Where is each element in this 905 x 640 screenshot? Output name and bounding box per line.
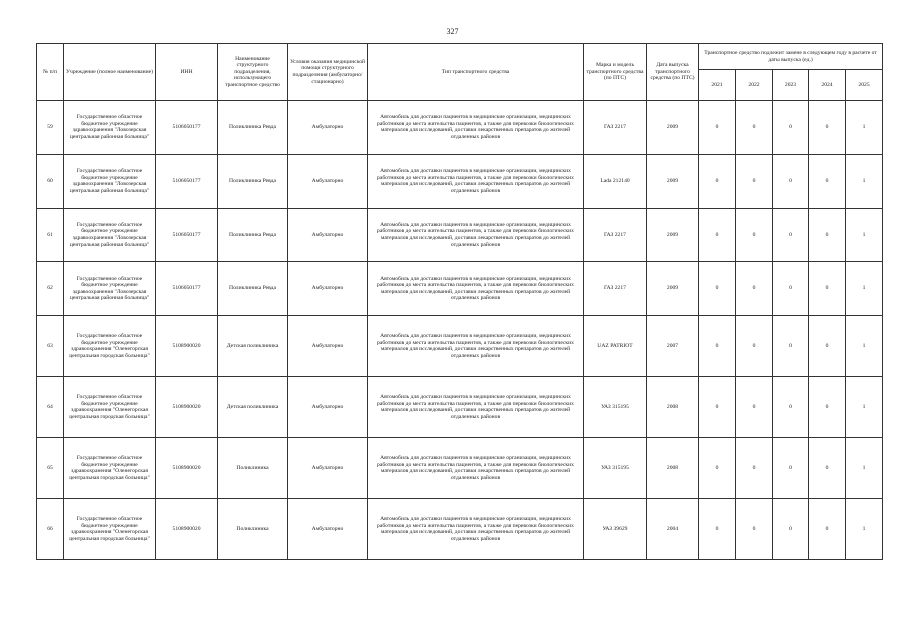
cell-model: Lada 212140 bbox=[584, 154, 647, 208]
cell-vehicle-type: Автомобиль для доставки пациентов в медицинские организации, медицинских работников до места жительства пациентов, а также для перевозки биологических материалов для исследований, доставки лекарственных препаратов до жителей отдаленных районов bbox=[368, 499, 584, 560]
cell-2023: 0 bbox=[773, 438, 809, 499]
cell-2024: 0 bbox=[809, 262, 846, 316]
cell-year: 2007 bbox=[647, 316, 699, 377]
cell-year: 2008 bbox=[647, 377, 699, 438]
cell-institution: Государственное областное бюджетное учреждение здравоохранения "Ловозерская центральная районная больница" bbox=[64, 208, 156, 262]
cell-year: 2008 bbox=[647, 438, 699, 499]
table-row bbox=[37, 377, 883, 438]
cell-2025: 1 bbox=[846, 101, 883, 155]
cell-institution: Государственное областное бюджетное учреждение здравоохранения "Оленегорская центральная городская больница" bbox=[64, 499, 156, 560]
table-row bbox=[37, 208, 883, 262]
cell-2023: 0 bbox=[773, 262, 809, 316]
cell-year: 2004 bbox=[647, 499, 699, 560]
cell-vehicle-type: Автомобиль для доставки пациентов в медицинские организации, медицинских работников до места жительства пациентов, а также для перевозки биологических материалов для исследований, доставки лекарственных препаратов до жителей отдаленных районов bbox=[368, 316, 584, 377]
cell-model: UAZ PATRIOT bbox=[584, 316, 647, 377]
header-vehicle-type: Тип транспортного средства bbox=[368, 44, 584, 101]
cell-inn: 5108900020 bbox=[156, 316, 218, 377]
cell-institution: Государственное областное бюджетное учреждение здравоохранения "Оленегорская центральная городская больница" bbox=[64, 438, 156, 499]
cell-2023: 0 bbox=[773, 208, 809, 262]
cell-num: 63 bbox=[37, 316, 64, 377]
vehicle-registry-table bbox=[36, 43, 883, 560]
cell-unit: Поликлиника Ревда bbox=[218, 154, 288, 208]
cell-num: 66 bbox=[37, 499, 64, 560]
cell-conditions: Амбулаторно bbox=[288, 438, 368, 499]
cell-model: УАЗ 39629 bbox=[584, 499, 647, 560]
cell-2022: 0 bbox=[736, 438, 773, 499]
cell-vehicle-type: Автомобиль для доставки пациентов в медицинские организации, медицинских работников до места жительства пациентов, а также для перевозки биологических материалов для исследований, доставки лекарственных препаратов до жителей отдаленных районов bbox=[368, 438, 584, 499]
cell-inn: 5108900020 bbox=[156, 438, 218, 499]
cell-vehicle-type: Автомобиль для доставки пациентов в медицинские организации, медицинских работников до места жительства пациентов, а также для перевозки биологических материалов для исследований, доставки лекарственных препаратов до жителей отдаленных районов bbox=[368, 262, 584, 316]
cell-num: 60 bbox=[37, 154, 64, 208]
cell-conditions: Амбулаторно bbox=[288, 262, 368, 316]
cell-2024: 0 bbox=[809, 377, 846, 438]
cell-conditions: Амбулаторно bbox=[288, 499, 368, 560]
header-model: Марка и модель транспортного средства (по ПТС) bbox=[584, 44, 647, 101]
cell-2024: 0 bbox=[809, 101, 846, 155]
table-row bbox=[37, 499, 883, 560]
cell-2024: 0 bbox=[809, 438, 846, 499]
cell-2021: 0 bbox=[699, 208, 736, 262]
cell-2025: 1 bbox=[846, 154, 883, 208]
cell-2025: 1 bbox=[846, 262, 883, 316]
cell-unit: Детская поликлиника bbox=[218, 377, 288, 438]
cell-unit: Поликлиника bbox=[218, 499, 288, 560]
cell-2025: 1 bbox=[846, 499, 883, 560]
cell-2023: 0 bbox=[773, 316, 809, 377]
table-row bbox=[37, 262, 883, 316]
cell-num: 62 bbox=[37, 262, 64, 316]
cell-inn: 5106050177 bbox=[156, 262, 218, 316]
cell-inn: 5106050177 bbox=[156, 208, 218, 262]
cell-2022: 0 bbox=[736, 316, 773, 377]
cell-conditions: Амбулаторно bbox=[288, 154, 368, 208]
cell-2021: 0 bbox=[699, 377, 736, 438]
cell-2021: 0 bbox=[699, 499, 736, 560]
cell-inn: 5106050177 bbox=[156, 154, 218, 208]
cell-unit: Поликлиника bbox=[218, 438, 288, 499]
cell-conditions: Амбулаторно bbox=[288, 316, 368, 377]
header-year-2023: 2023 bbox=[773, 70, 809, 101]
cell-vehicle-type: Автомобиль для доставки пациентов в медицинские организации, медицинских работников до места жительства пациентов, а также для перевозки биологических материалов для исследований, доставки лекарственных препаратов до жителей отдаленных районов bbox=[368, 377, 584, 438]
cell-conditions: Амбулаторно bbox=[288, 208, 368, 262]
cell-2025: 1 bbox=[846, 208, 883, 262]
cell-year: 2009 bbox=[647, 154, 699, 208]
cell-model: УАЗ 315195 bbox=[584, 377, 647, 438]
header-conditions: Условия оказания медицинской помощи структурного подразделения (амбулаторно/ стационарно) bbox=[288, 44, 368, 101]
cell-2022: 0 bbox=[736, 154, 773, 208]
cell-num: 59 bbox=[37, 101, 64, 155]
header-num: № п/п bbox=[37, 44, 64, 101]
cell-institution: Государственное областное бюджетное учреждение здравоохранения "Ловозерская центральная районная больница" bbox=[64, 262, 156, 316]
header-year-2021: 2021 bbox=[699, 70, 736, 101]
cell-institution: Государственное областное бюджетное учреждение здравоохранения "Оленегорская центральная городская больница" bbox=[64, 377, 156, 438]
table-row bbox=[37, 154, 883, 208]
cell-inn: 5108900020 bbox=[156, 377, 218, 438]
cell-unit: Поликлиника Ревда bbox=[218, 101, 288, 155]
cell-2021: 0 bbox=[699, 101, 736, 155]
cell-unit: Поликлиника Ревда bbox=[218, 262, 288, 316]
cell-2024: 0 bbox=[809, 316, 846, 377]
table-header bbox=[37, 44, 883, 101]
cell-num: 64 bbox=[37, 377, 64, 438]
cell-model: ГАЗ 2217 bbox=[584, 101, 647, 155]
cell-2025: 1 bbox=[846, 377, 883, 438]
cell-2023: 0 bbox=[773, 377, 809, 438]
cell-2024: 0 bbox=[809, 499, 846, 560]
cell-2025: 1 bbox=[846, 438, 883, 499]
header-year: Дата выпуска транспортного средства (по ПТС) bbox=[647, 44, 699, 101]
cell-2021: 0 bbox=[699, 438, 736, 499]
cell-unit: Детская поликлиника bbox=[218, 316, 288, 377]
page-number: 327 bbox=[446, 27, 459, 36]
table-row bbox=[37, 316, 883, 377]
cell-2021: 0 bbox=[699, 316, 736, 377]
header-replacement-group: Транспортное средство подлежит замене в следующем году в расчете от даты выпуска (ед.) bbox=[699, 44, 883, 70]
cell-year: 2009 bbox=[647, 262, 699, 316]
cell-model: ГАЗ 2217 bbox=[584, 208, 647, 262]
cell-conditions: Амбулаторно bbox=[288, 101, 368, 155]
cell-2023: 0 bbox=[773, 154, 809, 208]
header-year-2025: 2025 bbox=[846, 70, 883, 101]
table-row bbox=[37, 438, 883, 499]
cell-2023: 0 bbox=[773, 101, 809, 155]
cell-year: 2009 bbox=[647, 208, 699, 262]
cell-vehicle-type: Автомобиль для доставки пациентов в медицинские организации, медицинских работников до места жительства пациентов, а также для перевозки биологических материалов для исследований, доставки лекарственных препаратов до жителей отдаленных районов bbox=[368, 101, 584, 155]
cell-inn: 5106050177 bbox=[156, 101, 218, 155]
cell-inn: 5108900020 bbox=[156, 499, 218, 560]
header-year-2022: 2022 bbox=[736, 70, 773, 101]
cell-model: ГАЗ 2217 bbox=[584, 262, 647, 316]
cell-year: 2009 bbox=[647, 101, 699, 155]
cell-vehicle-type: Автомобиль для доставки пациентов в медицинские организации, медицинских работников до места жительства пациентов, а также для перевозки биологических материалов для исследований, доставки лекарственных препаратов до жителей отдаленных районов bbox=[368, 208, 584, 262]
cell-vehicle-type: Автомобиль для доставки пациентов в медицинские организации, медицинских работников до места жительства пациентов, а также для перевозки биологических материалов для исследований, доставки лекарственных препаратов до жителей отдаленных районов bbox=[368, 154, 584, 208]
cell-2022: 0 bbox=[736, 499, 773, 560]
cell-2023: 0 bbox=[773, 499, 809, 560]
cell-2024: 0 bbox=[809, 154, 846, 208]
cell-num: 61 bbox=[37, 208, 64, 262]
cell-2025: 1 bbox=[846, 316, 883, 377]
header-inn: ИНН bbox=[156, 44, 218, 101]
header-unit: Наименование структурного подразделения, использующего транспортное средство bbox=[218, 44, 288, 101]
cell-2022: 0 bbox=[736, 101, 773, 155]
cell-num: 65 bbox=[37, 438, 64, 499]
cell-institution: Государственное областное бюджетное учреждение здравоохранения "Оленегорская центральная городская больница" bbox=[64, 316, 156, 377]
cell-2021: 0 bbox=[699, 262, 736, 316]
table-body bbox=[37, 101, 883, 560]
cell-2022: 0 bbox=[736, 208, 773, 262]
header-year-2024: 2024 bbox=[809, 70, 846, 101]
cell-2022: 0 bbox=[736, 262, 773, 316]
cell-unit: Поликлиника Ревда bbox=[218, 208, 288, 262]
cell-conditions: Амбулаторно bbox=[288, 377, 368, 438]
cell-institution: Государственное областное бюджетное учреждение здравоохранения "Ловозерская центральная районная больница" bbox=[64, 154, 156, 208]
cell-2024: 0 bbox=[809, 208, 846, 262]
table-row bbox=[37, 101, 883, 155]
cell-2022: 0 bbox=[736, 377, 773, 438]
cell-model: УАЗ 315195 bbox=[584, 438, 647, 499]
cell-2021: 0 bbox=[699, 154, 736, 208]
cell-institution: Государственное областное бюджетное учреждение здравоохранения "Ловозерская центральная районная больница" bbox=[64, 101, 156, 155]
header-institution: Учреждение (полное наименование) bbox=[64, 44, 156, 101]
